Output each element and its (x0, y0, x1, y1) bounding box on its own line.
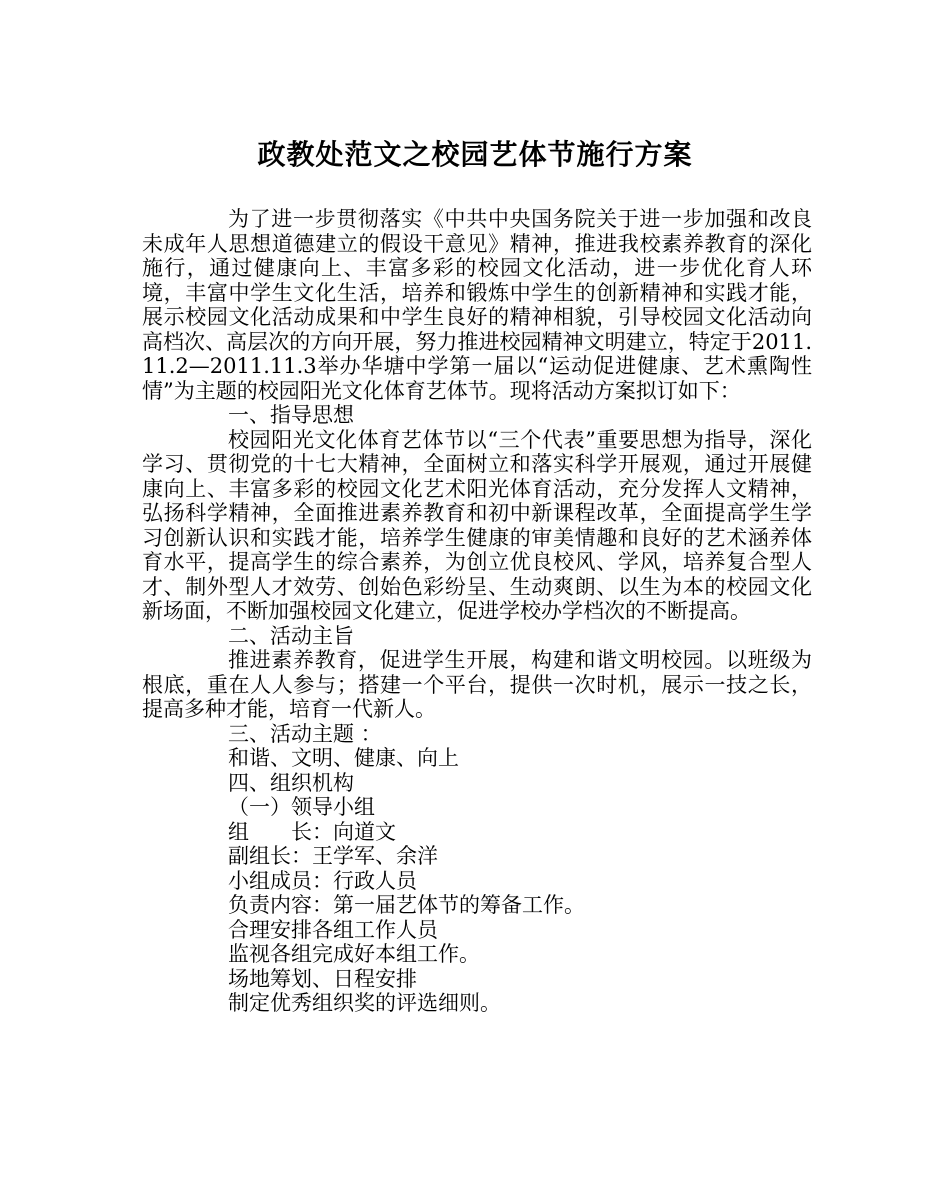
section-heading-organization: 四、组织机构 (228, 770, 354, 795)
activity-purpose-paragraph: 推进素养教育，促进学生开展，构建和谐文明校园。以班级为根底，重在人人参与；搭建一个平台，提供一次时机，展示一技之长，提高多种才能，培育一代新人。 (142, 648, 812, 721)
section-heading-activity-purpose: 二、活动主旨 (228, 623, 354, 648)
duty-venue-schedule: 场地筹划、日程安排 (228, 966, 417, 991)
intro-paragraph: 为了进一步贯彻落实《中共中央国务院关于进一步加强和改良未成年人思想道德建立的假设干意见》精神，推进我校素养教育的深化施行，通过健康向上、丰富多彩的校园文化活动，进一步优化育人环境，丰富中学生文化生活，培养和锻炼中学生的创新精神和实践才能，展示校园文化活动成果和中学生良好的精神相貌，引导校园文化活动向高档次、高层次的方向开展，努力推进校园精神文明建立，特定于2011.11.2—2011.11.3举办华塘中学第一届以“运动促进健康、艺术熏陶性情”为主题的校园阳光文化体育艺体节。现将活动方案拟订如下： (142, 207, 812, 403)
section-heading-guiding-ideology: 一、指导思想 (228, 403, 354, 427)
activity-theme-text: 和谐、文明、健康、向上 (228, 746, 459, 770)
responsibility-line: 负责内容：第一届艺体节的筹备工作。 (228, 893, 585, 917)
group-members-line: 小组成员：行政人员 (228, 868, 417, 893)
guiding-ideology-paragraph: 校园阳光文化体育艺体节以“三个代表”重要思想为指导，深化学习、贯彻党的十七大精神，全面树立和落实科学开展观，通过开展健康向上、丰富多彩的校园文化艺术阳光体育活动，充分发挥人文精神，弘扬科学精神，全面推进素养教育和初中新课程改革，全面提高学生学习创新认识和实践才能，培养学生健康的审美情趣和良好的艺术涵养体育水平，提高学生的综合素养，为创立优良校风、学风，培养复合型人才、制外型人才效劳、创始色彩纷呈、生动爽朗、以生为本的校园文化新场面，不断加强校园文化建立，促进学校办学档次的不断提高。 (142, 427, 812, 623)
document-title: 政教处范文之校园艺体节施行方案 (257, 138, 693, 171)
document-body (142, 207, 812, 1016)
deputy-leader-line: 副组长：王学军、余洋 (228, 844, 438, 868)
duty-award-criteria: 制定优秀组织奖的评选细则。 (228, 991, 501, 1015)
duty-arrange-staff: 合理安排各组工作人员 (228, 917, 438, 942)
subsection-heading-leadership-group: （一）领导小组 (228, 795, 375, 819)
group-leader-line: 组 长：向道文 (228, 819, 396, 844)
duty-supervise-groups: 监视各组完成好本组工作。 (228, 942, 480, 966)
section-heading-activity-theme: 三、活动主题 ： (228, 721, 382, 746)
